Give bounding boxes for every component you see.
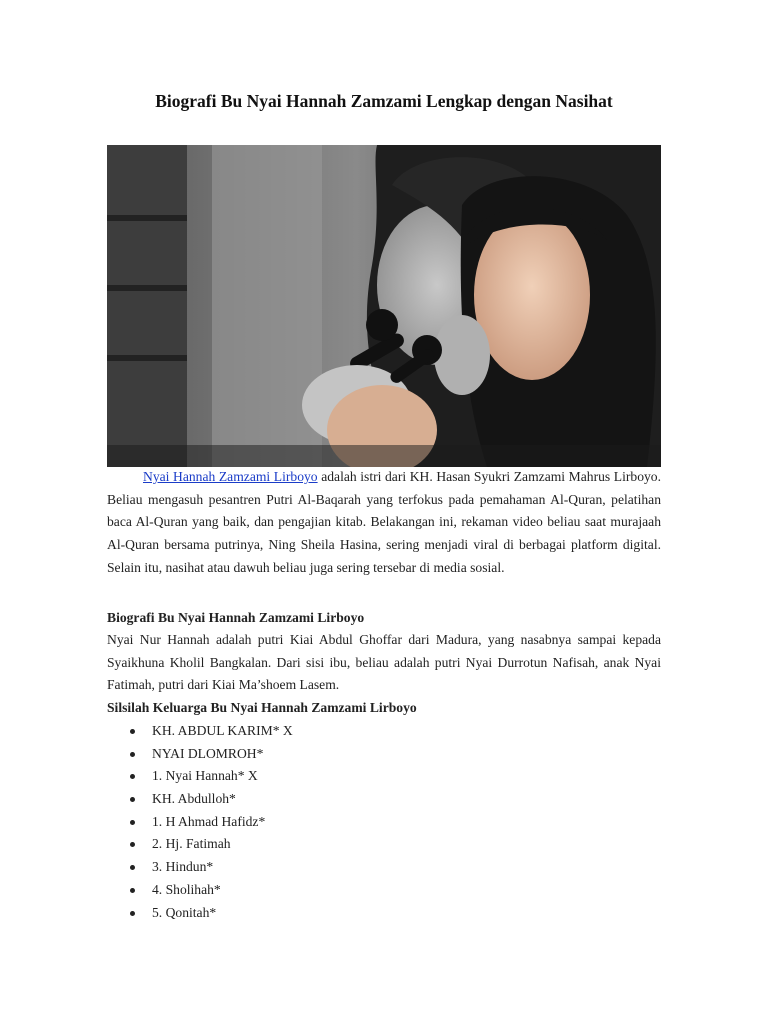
bullet-icon [130,752,135,757]
list-item: 2. Hj. Fatimah [107,833,661,856]
bullet-icon [130,888,135,893]
photo-illustration [107,145,661,467]
list-item: 4. Sholihah* [107,879,661,902]
silsilah-list [107,720,661,924]
bullet-icon [130,865,135,870]
article-title: Biografi Bu Nyai Hannah Zamzami Lengkap dengan Nasihat [155,91,613,111]
list-item: NYAI DLOMROH* [107,743,661,766]
biografi-paragraph: Nyai Nur Hannah adalah putri Kiai Abdul Ghoffar dari Madura, yang nasabnya sampai kepada Syaikhuna Kholil Bangkalan. Dari sisi ibu, beliau adalah putri Nyai Durrotun Nafisah, anak Nyai Fatimah, putri dari Kiai Ma’shoem Lasem. [107,632,661,693]
list-item: 1. H Ahmad Hafidz* [107,811,661,834]
list-item: 3. Hindun* [107,856,661,879]
list-item: 1. Nyai Hannah* X [107,765,661,788]
bullet-icon [130,842,135,847]
bullet-icon [130,820,135,825]
biografi-heading: Biografi Bu Nyai Hannah Zamzami Lirboyo [107,610,365,625]
intro-text: adalah istri dari KH. Hasan Syukri Zamzami Mahrus Lirboyo. Beliau mengasuh pesantren Putri Al-Baqarah yang terfokus pada pemahaman Al-Quran, pelatihan baca Al-Quran yang baik, dan pengajian kitab. Belakangan ini, rekaman video beliau saat murajaah Al-Quran bersama putrinya, Ning Sheila Hasina, sering menjadi viral di berbagai platform digital. Selain itu, nasihat atau dawuh beliau juga sering tersebar di media sosial. [107,469,661,575]
list-item: 5. Qonitah* [107,902,661,925]
profile-link[interactable]: Nyai Hannah Zamzami Lirboyo [143,469,318,484]
list-item: KH. ABDUL KARIM* X [107,720,661,743]
bullet-icon [130,774,135,779]
bullet-icon [130,797,135,802]
bullet-icon [130,911,135,916]
bullet-icon [130,729,135,734]
intro-paragraph [107,466,661,580]
list-item: KH. Abdulloh* [107,788,661,811]
article-photo [107,145,661,467]
silsilah-heading: Silsilah Keluarga Bu Nyai Hannah Zamzami Lirboyo [107,700,417,715]
